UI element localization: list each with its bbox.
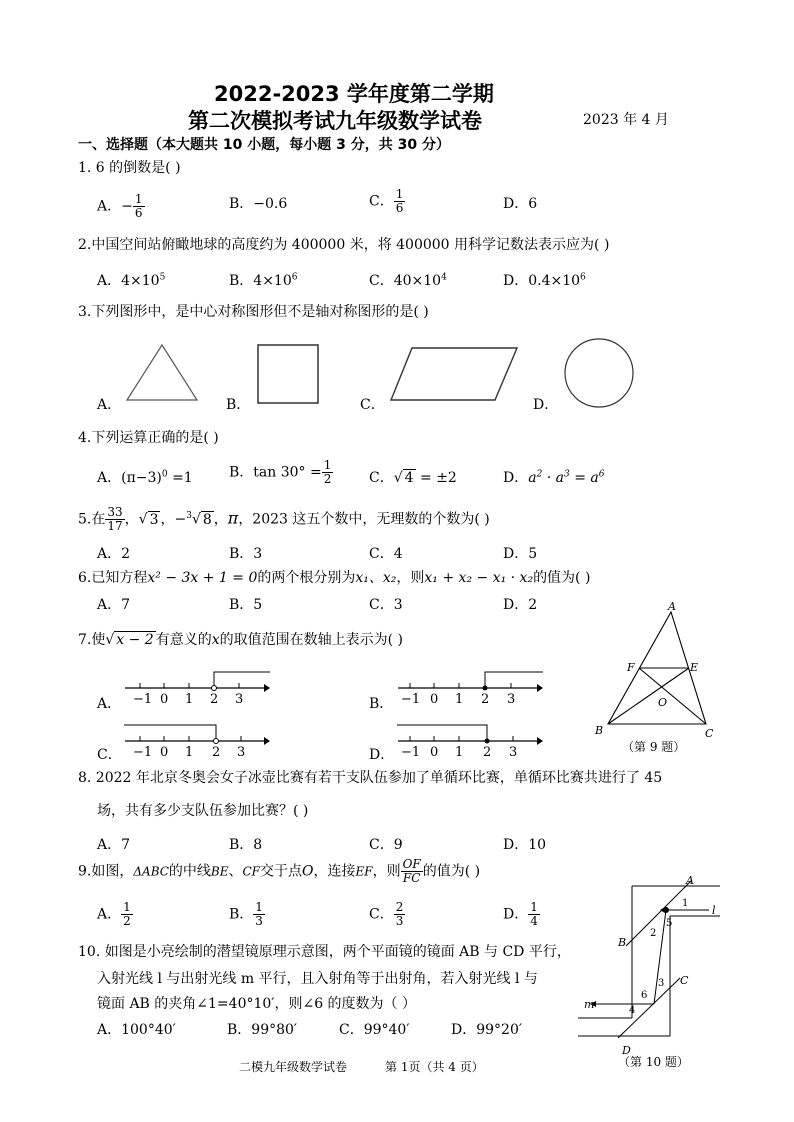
fig10-angle-4: 4: [629, 1005, 636, 1016]
q4-option-a[interactable]: A．$(\pi-3)^0 =1$: [97, 469, 193, 486]
tick-label: 1: [455, 745, 464, 760]
footer-title: 二模九年级数学试卷: [239, 1060, 348, 1074]
tick-label: 0: [430, 745, 439, 760]
fig10-label-c: C: [680, 974, 689, 987]
q9-option-b[interactable]: B． $\frac{1}{3}$: [229, 900, 263, 928]
question-3-stem: 3.下列图形中，是中心对称图形但不是轴对称图形的是( ): [78, 304, 429, 320]
fig10-label-l: l: [712, 904, 716, 917]
number-line-a: [120, 668, 270, 706]
q3-option-c[interactable]: C．: [360, 397, 385, 413]
q3-option-d[interactable]: D．: [533, 397, 559, 413]
tick-label: 0: [430, 692, 439, 707]
fig10-angle-2: 2: [650, 928, 657, 939]
q6-option-b[interactable]: B．5: [229, 597, 263, 613]
fig10-angle-5: 5: [666, 918, 673, 929]
tick-label: 2: [483, 745, 492, 760]
q9-option-d[interactable]: D． $\frac{1}{4}$: [503, 900, 538, 928]
q1-option-c[interactable]: C． $\frac{1}{6}$: [369, 187, 404, 215]
q7-option-d[interactable]: D．: [369, 747, 395, 763]
tick-label: 2: [210, 692, 219, 707]
tick-label: −1: [401, 692, 421, 707]
q8-option-a[interactable]: A．7: [97, 837, 131, 853]
q5-option-d[interactable]: D．5: [503, 546, 538, 562]
figure-9-triangle: [592, 600, 722, 760]
q4-option-d[interactable]: D．$a^2 \cdot a^3 = a^6$: [503, 469, 605, 486]
q8-option-b[interactable]: B．8: [229, 837, 263, 853]
q4-option-c[interactable]: C．√ 4 = ±2: [369, 470, 457, 486]
number-line-d: [393, 721, 543, 759]
q1-option-d[interactable]: D．6: [503, 196, 538, 212]
fig9-label-f: F: [627, 661, 635, 674]
tick-label: 2: [481, 692, 490, 707]
tick-label: 0: [160, 745, 169, 760]
q6-option-a[interactable]: A．7: [97, 597, 131, 613]
q10-option-d[interactable]: D．99°20′: [451, 1022, 523, 1038]
fig9-caption: （第 9 题）: [622, 740, 686, 754]
title-line-2: 第二次模拟考试九年级数学试卷: [188, 109, 482, 133]
q4-option-b[interactable]: B．tan 30° = $\frac{1}{2}$: [229, 458, 332, 486]
fig10-label-d: D: [622, 1044, 631, 1057]
question-8-line-2: 场，共有多少支队伍参加比赛？( ): [97, 803, 309, 819]
q3-option-a[interactable]: A．: [97, 397, 122, 413]
fig9-label-e: E: [690, 661, 699, 674]
q5-option-a[interactable]: A．2: [97, 546, 131, 562]
q2-option-c[interactable]: C．$40\times 10^4$: [369, 272, 447, 289]
q5-option-c[interactable]: C．4: [369, 546, 403, 562]
title-line-1: 2022-2023 学年度第二学期: [214, 82, 494, 106]
parallelogram-shape: [390, 346, 520, 402]
q2-option-b[interactable]: B．$4\times 10^6$: [229, 272, 298, 289]
q8-option-c[interactable]: C．9: [369, 837, 403, 853]
tick-label: 0: [160, 692, 169, 707]
question-6-stem: 6.已知方程x² − 3x + 1 = 0的两个根分别为x₁、x₂，则x₁ + x₂ − x₁ · x₂的值为( ): [78, 570, 591, 586]
fig9-label-b: B: [595, 724, 604, 737]
fig10-label-m: m: [584, 998, 595, 1011]
triangle-shape: [125, 342, 200, 404]
tick-label: 3: [509, 745, 518, 760]
question-10-line-3: 镜面 AB 的夹角∠1=40°10′，则∠6 的度数为（ ）: [97, 996, 417, 1012]
q2-option-a[interactable]: A．$4\times 10^5$: [97, 272, 166, 289]
number-line-c: [120, 721, 270, 759]
tick-label: −1: [133, 745, 153, 760]
question-10-line-1: 10. 如图是小亮绘制的潜望镜原理示意图，两个平面镜的镜面 AB 与 CD 平行，: [78, 944, 571, 960]
q10-option-b[interactable]: B．99°80′: [227, 1022, 298, 1038]
q1-option-a[interactable]: A．− $\frac{1}{6}$: [97, 192, 143, 220]
section-heading: 一、选择题（本大题共 10 小题，每小题 3 分，共 30 分）: [78, 137, 450, 153]
fig10-caption: （第 10 题）: [618, 1055, 689, 1069]
circle-shape: [563, 337, 635, 409]
tick-label: 1: [185, 745, 194, 760]
question-9-stem: 9.如图，ΔABC的中线BE、CF交于点O，连接EF，则 $\frac{OF}{FC}$ 的值为( ): [78, 857, 481, 885]
fig10-angle-3: 3: [658, 978, 665, 989]
question-5-stem: 5.在 $\frac{33}{17}$ ，√ 3 ，−$^3$√ 8 ，π，2023 这五个数中，无理数的个数为( ): [78, 505, 490, 533]
figure-10-periscope: [574, 868, 724, 1068]
q10-option-c[interactable]: C．99°40′: [339, 1022, 410, 1038]
q1-option-b[interactable]: B．−0.6: [229, 196, 288, 212]
q9-option-c[interactable]: C． $\frac{2}{3}$: [369, 900, 404, 928]
q6-option-c[interactable]: C．3: [369, 597, 403, 613]
tick-label: 3: [507, 692, 516, 707]
number-line-b: [393, 668, 543, 706]
footer-page: 第 1页（共 4 页）: [385, 1060, 484, 1074]
fig10-label-b: B: [618, 936, 627, 949]
question-10-line-2: 入射光线 l 与出射光线 m 平行，且入射角等于出射角，若入射光线 l 与: [97, 971, 538, 987]
q7-option-b[interactable]: B．: [369, 696, 394, 712]
question-7-stem: 7.使√ x − 2 有意义的x的取值范围在数轴上表示为( ): [78, 632, 403, 648]
tick-label: −1: [401, 745, 421, 760]
fig10-label-a: A: [686, 874, 694, 887]
q5-option-b[interactable]: B．3: [229, 546, 263, 562]
exam-date: 2023 年 4 月: [583, 112, 669, 128]
fig10-angle-1: 1: [682, 898, 689, 909]
square-shape: [256, 343, 320, 405]
tick-label: 1: [455, 692, 464, 707]
q7-option-c[interactable]: C．: [97, 747, 122, 763]
tick-label: 2: [212, 745, 221, 760]
q2-option-d[interactable]: D．$0.4\times 10^6$: [503, 272, 586, 289]
q3-option-b[interactable]: B．: [226, 397, 251, 413]
q10-option-a[interactable]: A．100°40′: [97, 1022, 176, 1038]
question-1-stem: 1. 6 的倒数是( ): [78, 160, 181, 176]
q8-option-d[interactable]: D．10: [503, 837, 547, 853]
fig10-angle-6: 6: [641, 990, 648, 1001]
q7-option-a[interactable]: A．: [97, 696, 122, 712]
tick-label: −1: [133, 692, 153, 707]
tick-label: 3: [237, 745, 246, 760]
q9-option-a[interactable]: A． $\frac{1}{2}$: [97, 900, 131, 928]
question-4-stem: 4.下列运算正确的是( ): [78, 430, 219, 446]
tick-label: 1: [185, 692, 194, 707]
question-8-line-1: 8. 2022 年北京冬奥会女子冰壶比赛有若干支队伍参加了单循环比赛，单循环比赛共进行了 45: [78, 770, 663, 786]
fig9-label-o: O: [658, 696, 668, 709]
fig9-label-a: A: [668, 600, 676, 613]
fig9-label-c: C: [705, 727, 714, 740]
question-2-stem: 2.中国空间站俯瞰地球的高度约为 400000 米，将 400000 用科学记数法表示应为( ): [78, 237, 610, 253]
tick-label: 3: [235, 692, 244, 707]
q6-option-d[interactable]: D．2: [503, 597, 538, 613]
